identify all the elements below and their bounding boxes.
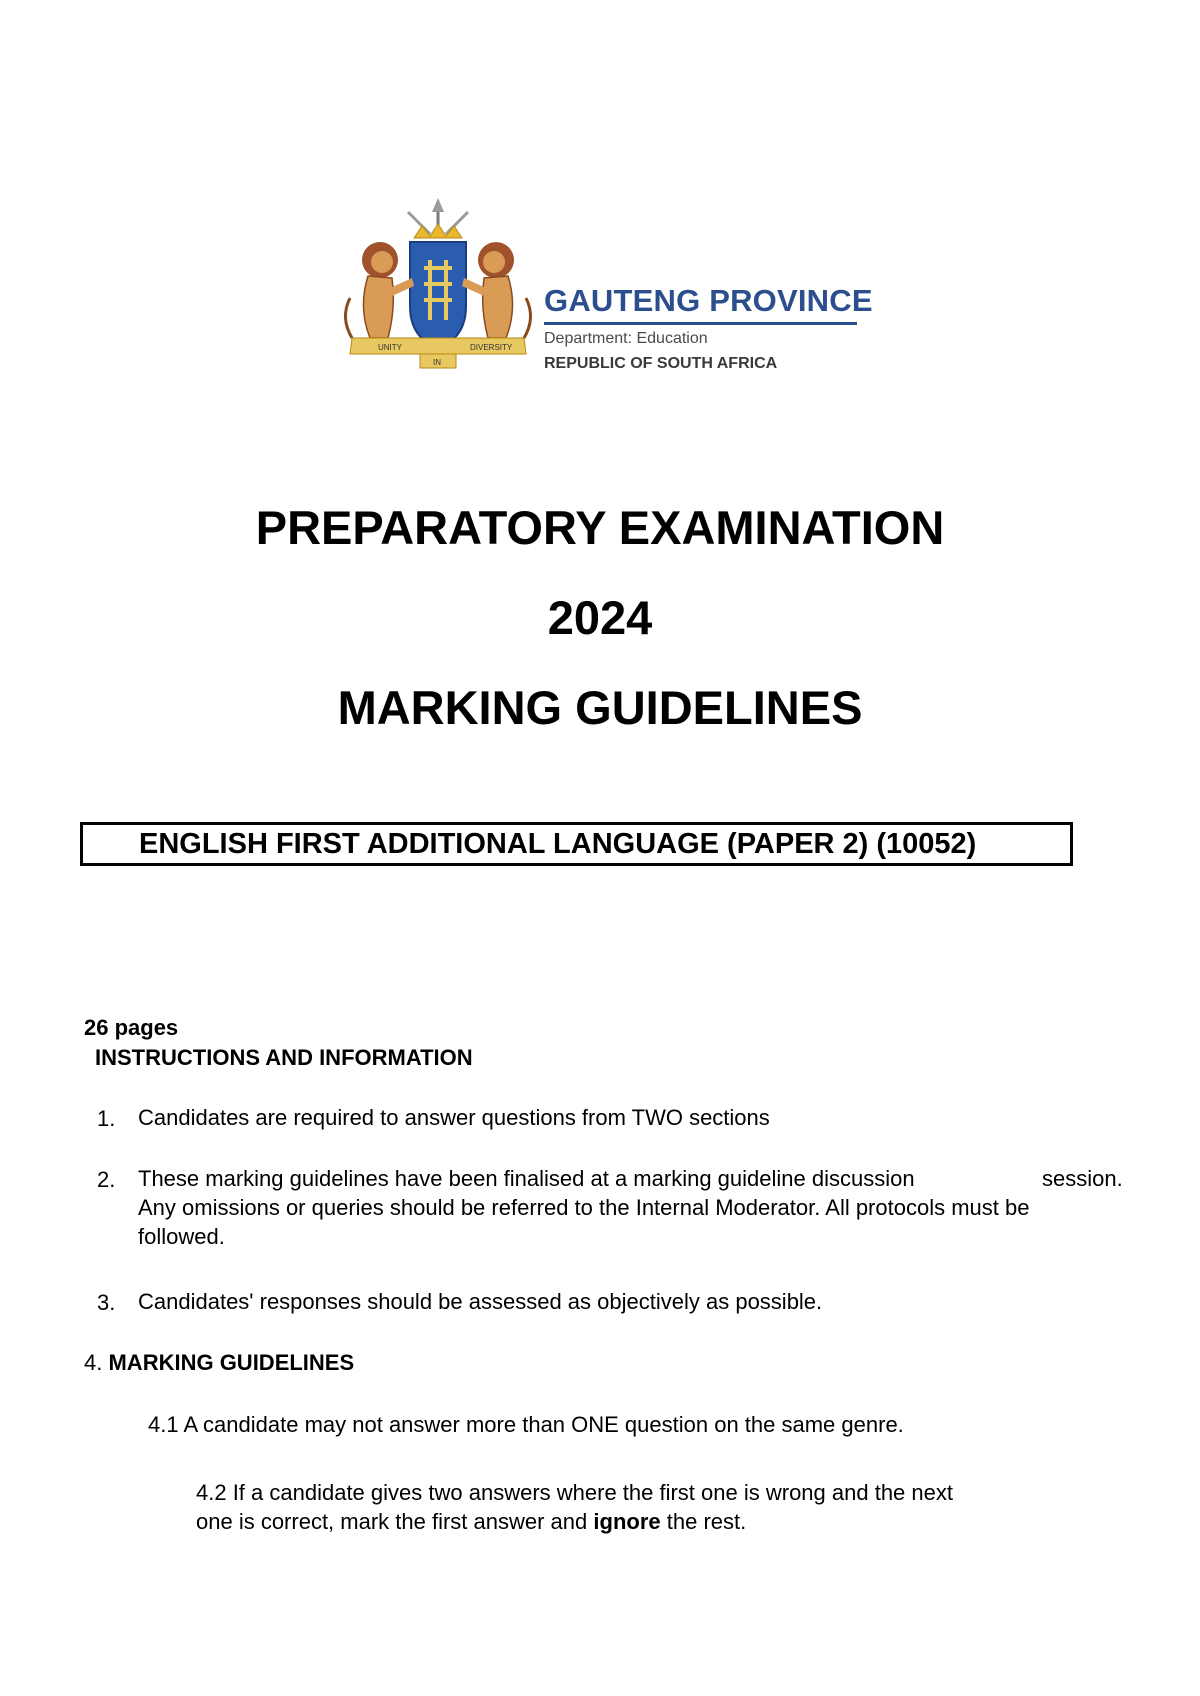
exam-title: PREPARATORY EXAMINATION <box>255 501 945 554</box>
instruction-item-text: Any omissions or queries should be referred to the Internal Moderator. All protocols must be <box>138 1195 1030 1220</box>
right-lion-icon <box>462 242 531 338</box>
country-name: REPUBLIC OF SOUTH AFRICA <box>544 355 778 372</box>
instruction-item-text: followed. <box>138 1224 225 1249</box>
motto-word: UNITY <box>378 343 402 352</box>
left-lion-icon <box>345 242 414 338</box>
section-4-heading-line <box>84 1348 354 1377</box>
exam-year: 2024 <box>547 591 653 644</box>
motto-ribbon <box>350 338 526 368</box>
instruction-item-text: session. <box>1042 1166 1123 1191</box>
guideline-text: the rest. <box>666 1509 747 1534</box>
motto-word: IN <box>433 358 441 367</box>
subject-title-box <box>80 822 1073 866</box>
section-heading: MARKING GUIDELINES <box>108 1350 355 1375</box>
department-name: Department: Education <box>544 330 708 347</box>
province-rule <box>544 322 857 325</box>
guideline-4-2-line1: 4.2 If a candidate gives two answers where the first one is wrong and the next <box>196 1480 953 1505</box>
section-number: 4. <box>84 1350 103 1375</box>
page-count: 26 pages <box>84 1015 179 1040</box>
instruction-item-text: Candidates' responses should be assessed as objectively as possible. <box>138 1289 823 1314</box>
subject-title: ENGLISH FIRST ADDITIONAL LANGUAGE (PAPER 2) (10052) <box>139 828 977 860</box>
item-number: 1. <box>97 1106 116 1131</box>
instructions-heading: INSTRUCTIONS AND INFORMATION <box>95 1045 473 1070</box>
item-number: 3. <box>97 1290 116 1315</box>
item-number: 2. <box>97 1167 116 1192</box>
instruction-item-text: Candidates are required to answer questions from TWO sections <box>138 1105 770 1130</box>
instruction-item-text: These marking guidelines have been finalised at a marking guideline discussion <box>138 1166 915 1191</box>
shield-icon <box>410 242 466 348</box>
guideline-text: one is correct, mark the first answer and <box>196 1509 588 1534</box>
province-name: GAUTENG PROVINCE <box>544 283 873 318</box>
guideline-4-2-line2 <box>196 1507 746 1536</box>
emphasis-ignore: ignore <box>593 1509 661 1534</box>
motto-word: DIVERSITY <box>470 343 513 352</box>
guideline-4-1: 4.1 A candidate may not answer more than ONE question on the same genre. <box>148 1412 904 1437</box>
document-type: MARKING GUIDELINES <box>337 681 863 734</box>
